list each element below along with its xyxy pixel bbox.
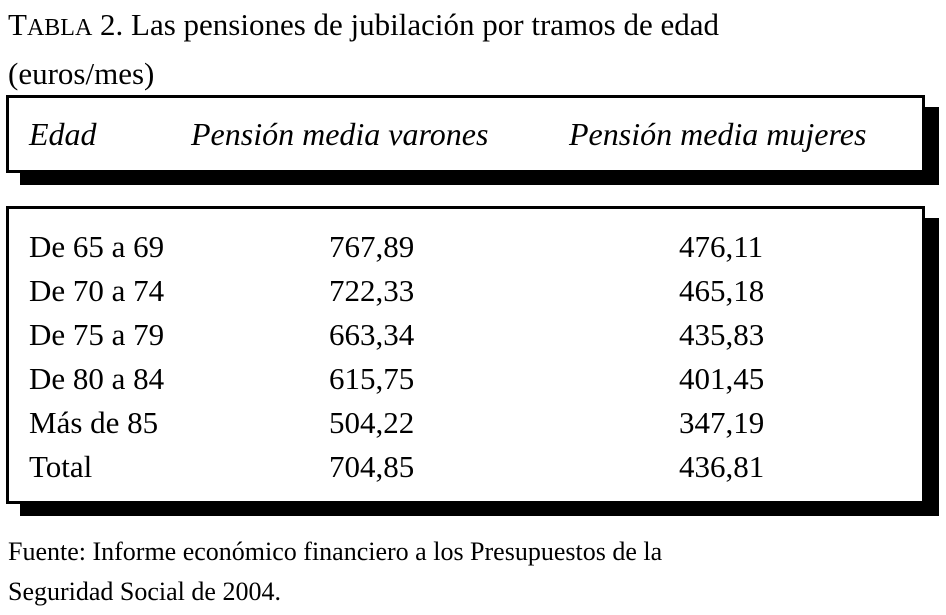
caption-label-initial: T	[8, 7, 27, 42]
cell-mujeres: 347,19	[679, 405, 765, 440]
cell-mujeres: 401,45	[679, 361, 765, 396]
cell-edad: Total	[29, 449, 93, 484]
caption-label-smallcaps: ABLA	[26, 15, 93, 41]
table-row	[9, 401, 922, 445]
caption-number: 2.	[92, 7, 124, 42]
cell-mujeres: 435,83	[679, 317, 765, 352]
cell-edad: De 75 a 79	[29, 317, 165, 352]
cell-varones: 704,85	[329, 449, 415, 484]
cell-edad: De 70 a 74	[29, 273, 165, 308]
cell-varones: 722,33	[329, 273, 415, 308]
cell-varones: 767,89	[329, 229, 415, 264]
caption-title: Las pensiones de jubilación por tramos de edad	[123, 7, 720, 42]
table-header-box	[6, 95, 925, 173]
cell-mujeres: 436,81	[679, 449, 765, 484]
source-line-1: Fuente: Informe económico financiero a los Presupuestos de la	[8, 537, 663, 566]
table-row	[9, 225, 922, 269]
source-note	[8, 532, 928, 612]
header-pension-varones: Pensión media varones	[191, 116, 489, 152]
table-row	[9, 357, 922, 401]
cell-edad: Más de 85	[29, 405, 159, 440]
caption-title-line	[8, 2, 928, 51]
cell-mujeres: 465,18	[679, 273, 765, 308]
table-row-total	[9, 445, 922, 489]
table-caption	[8, 2, 928, 97]
cell-varones: 663,34	[329, 317, 415, 352]
table-body-box	[6, 206, 925, 504]
cell-edad: De 80 a 84	[29, 361, 165, 396]
cell-varones: 615,75	[329, 361, 415, 396]
header-edad: Edad	[29, 116, 97, 152]
cell-varones: 504,22	[329, 405, 415, 440]
source-line-2: Seguridad Social de 2004.	[8, 577, 281, 606]
header-pension-mujeres: Pensión media mujeres	[569, 116, 867, 152]
cell-edad: De 65 a 69	[29, 229, 165, 264]
table-row	[9, 269, 922, 313]
cell-mujeres: 476,11	[679, 229, 764, 264]
table-row	[9, 313, 922, 357]
caption-units: (euros/mes)	[8, 56, 155, 91]
